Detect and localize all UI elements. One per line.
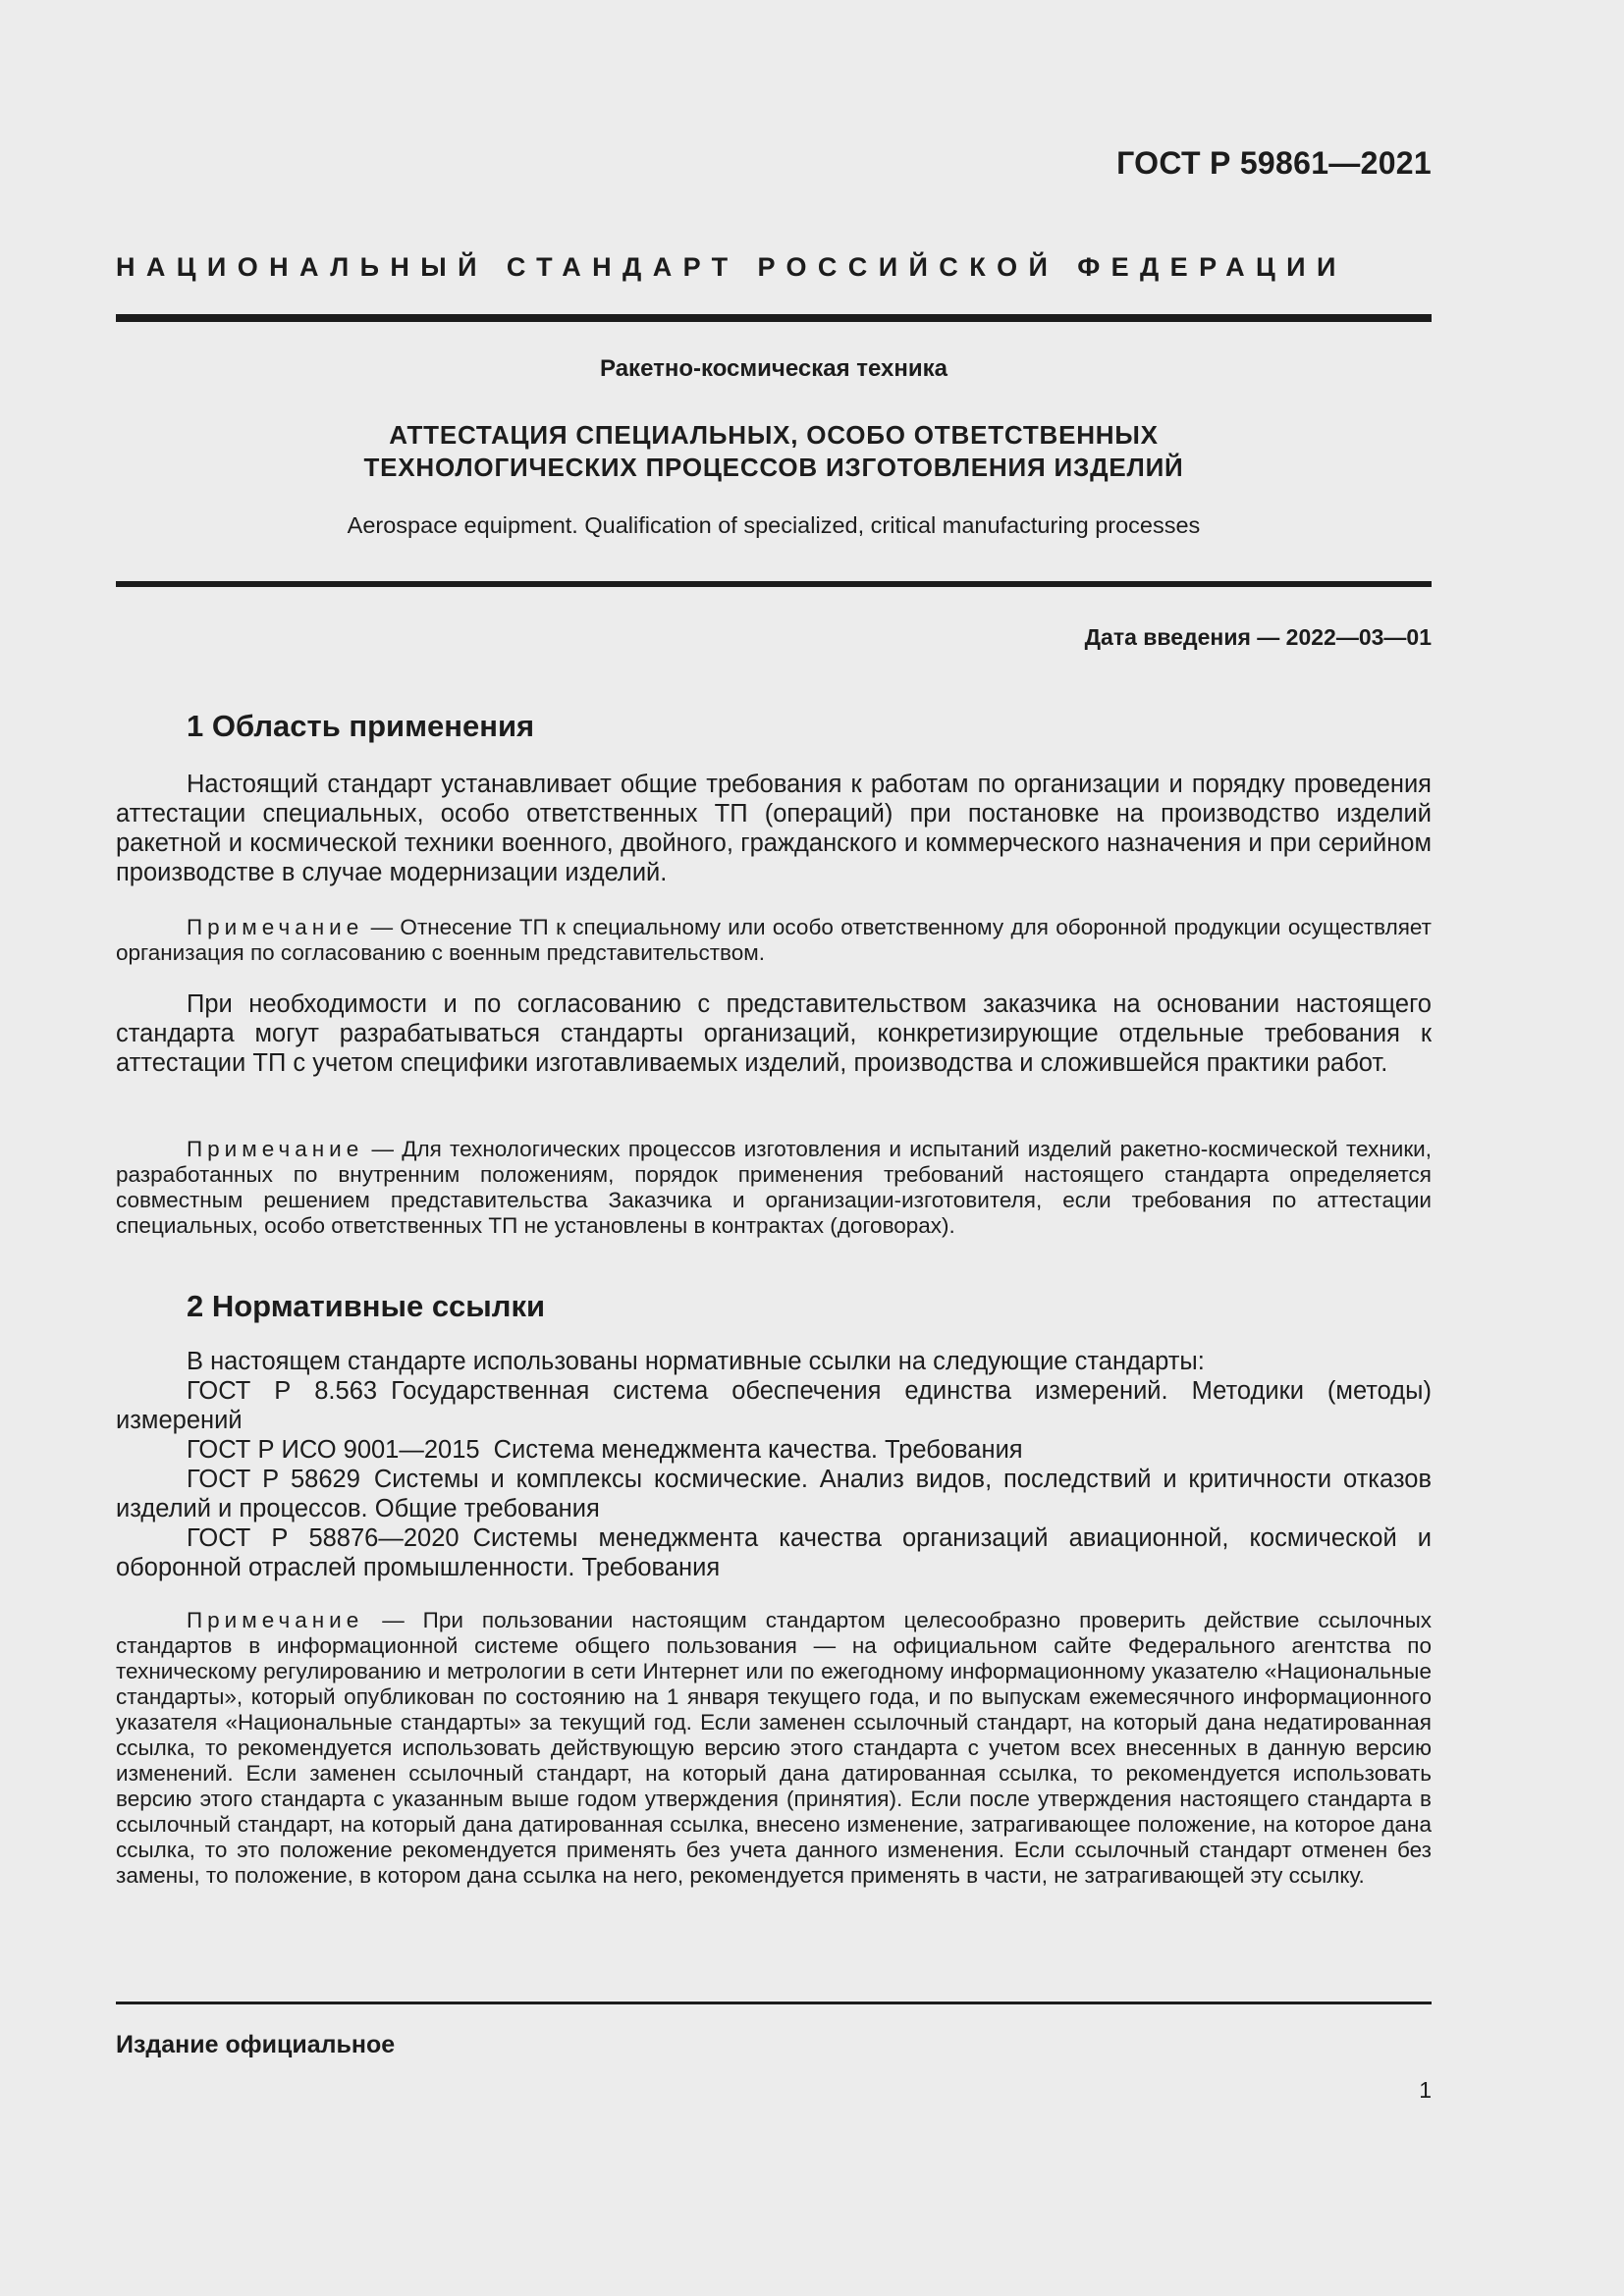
section-2-heading: 2 Нормативные ссылки: [187, 1289, 546, 1323]
normative-references: [116, 1347, 1432, 1582]
section-1-paragraph-2: При необходимости и по согласованию с представительством заказчика на основании настоящего стандарта могут разрабатываться стандарты организаций, конкретизирующие отдельные требования к аттестации ТП с учетом специфики изготавливаемых изделий, производства и сложившейся практики работ.: [116, 990, 1432, 1077]
note-label: Примечание: [187, 915, 364, 939]
page-number: 1: [1419, 2077, 1432, 2103]
note-label: Примечание: [187, 1137, 364, 1161]
title-line-2: ТЕХНОЛОГИЧЕСКИХ ПРОЦЕССОВ ИЗГОТОВЛЕНИЯ ИЗДЕЛИЙ: [363, 453, 1184, 482]
section-2-note: [116, 1608, 1432, 1889]
section-1-heading: 1 Область применения: [187, 709, 535, 743]
document-title: [116, 419, 1432, 484]
references-intro: В настоящем стандарте использованы нормативные ссылки на следующие стандарты:: [187, 1348, 1205, 1375]
reference-item: [116, 1523, 1432, 1582]
english-title: Aerospace equipment. Qualification of specialized, critical manufacturing processes: [347, 512, 1201, 538]
reference-title: Системы менеджмента качества организаций авиационной, космической и оборонной отраслей промышленности. Требования: [116, 1524, 1432, 1581]
footer-rule: [116, 2002, 1432, 2004]
reference-item: [116, 1435, 1432, 1465]
note-label: Примечание: [187, 1608, 364, 1632]
note-text: — При пользовании настоящим стандартом целесообразно проверить действие ссылочных стандартов в информационной системе общего пользования — на официальном сайте Федерального агентства по техническому регулированию и метрологии в сети Интернет или по ежегодному информационному указателю «Национальные стандарты», который опубликован по состоянию на 1 января текущего года, и по выпускам ежемесячного информационного указателя «Национальные стандарты» за текущий год. Если заменен ссылочный стандарт, на который дана недатированная ссылка, то рекомендуется использовать действующую версию этого стандарта с учетом всех внесенных в данную версию изменений. Если заменен ссылочный стандарт, на который дана датированная ссылка, то рекомендуется использовать версию этого стандарта с указанным выше годом утверждения (принятия). Если после утверждения настоящего стандарта в ссылочный стандарт, на который дана датированная ссылка, внесено изменение, затрагивающее положение, на которое дана ссылка, то это положение рекомендуется применять без учета данного изменения. Если ссылочный стандарт отменен без замены, то положение, в котором дана ссылка на него, рекомендуется применять в части, не затрагивающей эту ссылку.: [116, 1608, 1432, 1888]
reference-code: ГОСТ Р ИСО 9001—2015: [187, 1436, 480, 1464]
document-page: [116, 0, 1432, 2296]
reference-code: ГОСТ Р 58876—2020: [187, 1524, 460, 1552]
reference-code: ГОСТ Р 58629: [187, 1466, 360, 1493]
reference-title: Система менеджмента качества. Требования: [493, 1436, 1023, 1464]
section-1-paragraph-1: Настоящий стандарт устанавливает общие требования к работам по организации и порядку проведения аттестации специальных, особо ответственных ТП (операций) при постановке на производство изделий ракетной и космической техники военного, двойного, гражданского и коммерческого назначения и при серийном производстве в случае модернизации изделий.: [116, 771, 1432, 886]
national-standard-banner: НАЦИОНАЛЬНЫЙ СТАНДАРТ РОССИЙСКОЙ ФЕДЕРАЦИИ: [116, 252, 1347, 282]
reference-code: ГОСТ Р 8.563: [187, 1377, 378, 1405]
introduction-date: Дата введения — 2022—03—01: [1084, 624, 1432, 650]
reference-title: Государственная система обеспечения единства измерений. Методики (методы) измерений: [116, 1377, 1432, 1434]
section-1-note-1: [116, 915, 1432, 966]
official-edition-label: Издание официальное: [116, 2031, 396, 2058]
title-line-1: АТТЕСТАЦИЯ СПЕЦИАЛЬНЫХ, ОСОБО ОТВЕТСТВЕННЫХ: [389, 420, 1159, 450]
reference-item: [116, 1376, 1432, 1435]
note-text: — Для технологических процессов изготовления и испытаний изделий ракетно-космической техники, разработанных по внутренним положениям, порядок применения требований настоящего стандарта определяется совместным решением представительства Заказчика и организации-изготовителя, если требования по аттестации специальных, особо ответственных ТП не установлены в контрактах (договорах).: [116, 1137, 1432, 1238]
section-1-note-2: [116, 1137, 1432, 1239]
standard-number: ГОСТ Р 59861—2021: [1116, 145, 1432, 181]
subject-line: Ракетно-космическая техника: [600, 355, 947, 382]
top-rule: [116, 314, 1432, 322]
title-bottom-rule: [116, 581, 1432, 587]
reference-title: Системы и комплексы космические. Анализ видов, последствий и критичности отказов изделий и процессов. Общие требования: [116, 1466, 1432, 1522]
note-text: — Отнесение ТП к специальному или особо ответственному для оборонной продукции осуществляет организация по согласованию с военным представительством.: [116, 915, 1432, 965]
reference-item: [116, 1465, 1432, 1523]
